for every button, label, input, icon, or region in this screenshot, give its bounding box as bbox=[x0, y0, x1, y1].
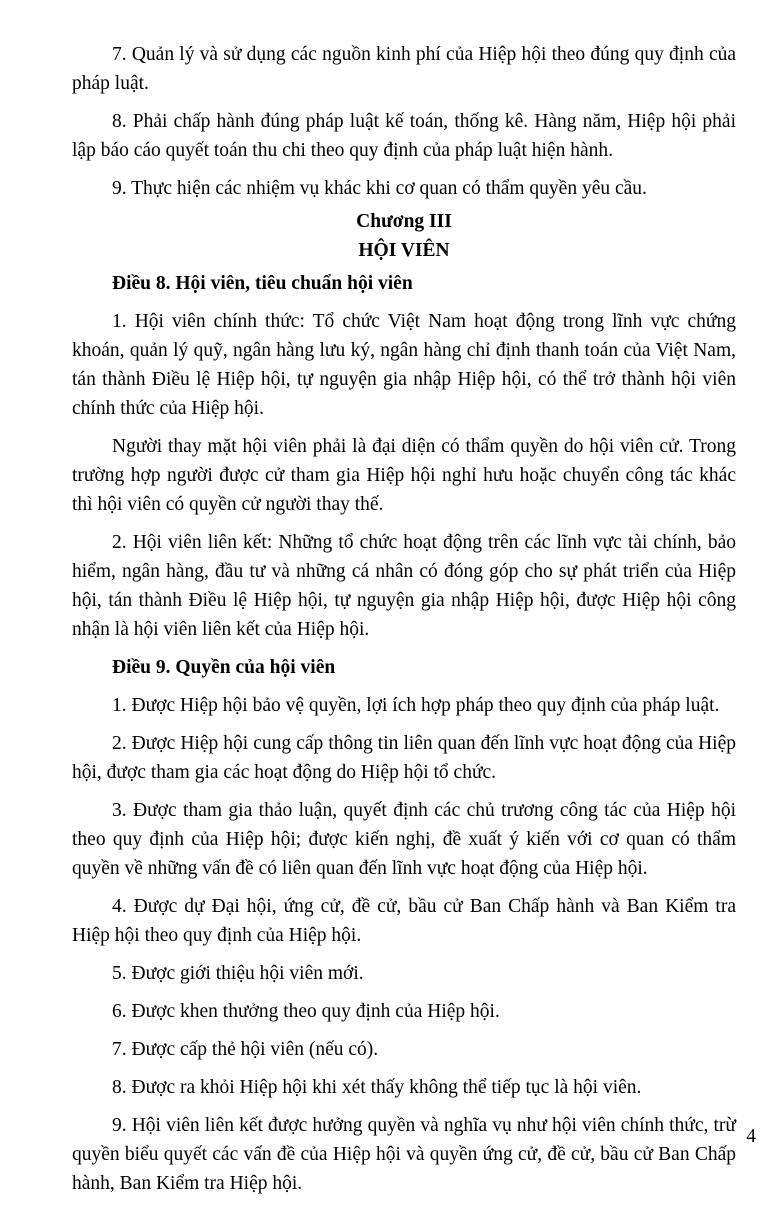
article-8-paragraph: Người thay mặt hội viên phải là đại diện có thẩm quyền do hội viên cử. Trong trường hợp người được cử tham gia Hiệp hội nghỉ hưu hoặc chuyển công tác khác thì hội viên có quyền cử người thay thế. bbox=[72, 436, 736, 515]
paragraph-top-7: 7. Quản lý và sử dụng các nguồn kinh phí của Hiệp hội theo đúng quy định của pháp luật. bbox=[72, 44, 736, 94]
article-8-paragraph: 2. Hội viên liên kết: Những tổ chức hoạt động trên các lĩnh vực tài chính, bảo hiểm, ngân hàng, đầu tư và những cá nhân có đóng góp cho sự phát triển của Hiệp hội, tán thành Điều lệ Hiệp hội, tự nguyện gia nhập Hiệp hội, được Hiệp hội công nhận là hội viên liên kết của Hiệp hội. bbox=[72, 532, 736, 640]
article-9-paragraph: 9. Hội viên liên kết được hưởng quyền và nghĩa vụ như hội viên chính thức, trừ quyền biểu quyết các vấn đề của Hiệp hội và quyền ứng cử, đề cử, bầu cử Ban Chấp hành, Ban Kiểm tra Hiệp hội. bbox=[72, 1115, 736, 1194]
article-9-paragraph: 6. Được khen thưởng theo quy định của Hiệp hội. bbox=[112, 1001, 500, 1022]
article-9-heading: Điều 9. Quyền của hội viên bbox=[112, 657, 336, 678]
chapter-title: HỘI VIÊN bbox=[358, 240, 450, 261]
article-9-paragraph: 7. Được cấp thẻ hội viên (nếu có). bbox=[112, 1039, 379, 1060]
article-9-paragraph: 8. Được ra khỏi Hiệp hội khi xét thấy không thể tiếp tục là hội viên. bbox=[112, 1077, 642, 1098]
article-9-paragraph: 5. Được giới thiệu hội viên mới. bbox=[112, 963, 364, 984]
article-9-paragraph: 3. Được tham gia thảo luận, quyết định các chủ trương công tác của Hiệp hội theo quy định của Hiệp hội; được kiến nghị, đề xuất ý kiến với cơ quan có thẩm quyền về những vấn đề có liên quan đến lĩnh vực hoạt động của Hiệp hội. bbox=[72, 800, 736, 879]
article-8-paragraph: 1. Hội viên chính thức: Tổ chức Việt Nam hoạt động trong lĩnh vực chứng khoán, quản lý quỹ, ngân hàng lưu ký, ngân hàng chỉ định thanh toán của Việt Nam, tán thành Điều lệ Hiệp hội, tự nguyện gia nhập Hiệp hội, có thể trở thành hội viên chính thức của Hiệp hội. bbox=[72, 311, 736, 419]
article-8-heading: Điều 8. Hội viên, tiêu chuẩn hội viên bbox=[112, 273, 413, 294]
article-9-paragraph: 2. Được Hiệp hội cung cấp thông tin liên quan đến lĩnh vực hoạt động của Hiệp hội, được tham gia các hoạt động do Hiệp hội tổ chức. bbox=[72, 733, 736, 783]
page-number: 4 bbox=[746, 1126, 756, 1147]
article-9-paragraph: 4. Được dự Đại hội, ứng cử, đề cử, bầu cử Ban Chấp hành và Ban Kiểm tra Hiệp hội theo quy định của Hiệp hội. bbox=[72, 896, 736, 946]
article-9-paragraph: 1. Được Hiệp hội bảo vệ quyền, lợi ích hợp pháp theo quy định của pháp luật. bbox=[112, 695, 720, 716]
document-page bbox=[72, 40, 736, 1207]
paragraph-top-9: 9. Thực hiện các nhiệm vụ khác khi cơ quan có thẩm quyền yêu cầu. bbox=[112, 178, 647, 199]
chapter-number: Chương III bbox=[356, 211, 452, 232]
paragraph-top-8: 8. Phải chấp hành đúng pháp luật kế toán, thống kê. Hàng năm, Hiệp hội phải lập báo cáo quyết toán thu chi theo quy định của pháp luật hiện hành. bbox=[72, 111, 736, 161]
